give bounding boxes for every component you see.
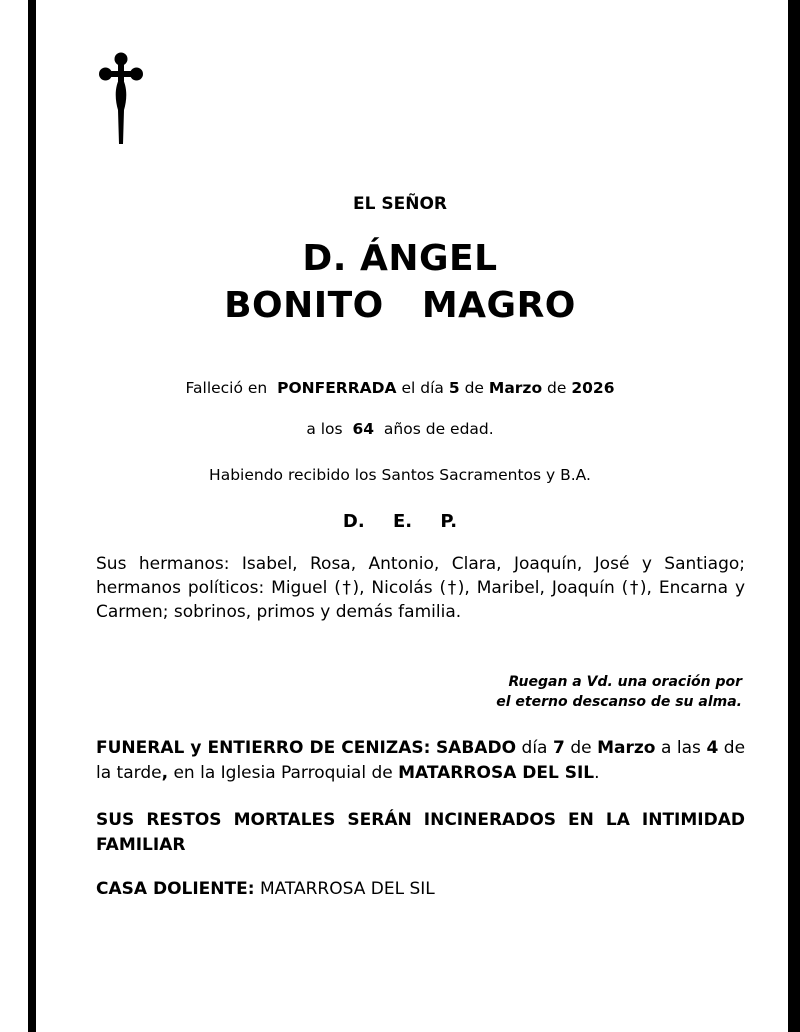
death-of-text: de <box>464 379 484 397</box>
house-label: CASA DOLIENTE: <box>96 879 255 899</box>
death-month: Marzo <box>488 379 543 397</box>
funeral-of-text: de <box>570 738 592 758</box>
death-year: 2026 <box>571 379 615 397</box>
family-text: Sus hermanos: Isabel, Rosa, Antonio, Clara, Joaquín, José y Santiago; hermanos políticos: Miguel (†), Nicolás (†), Maribel, Joaquín (†), Encarna y Carmen; sobrinos, primos y demás familia. <box>96 554 745 622</box>
prayer-line2: el eterno descanso de su alma. <box>496 694 742 710</box>
sacraments-text: Habiendo recibido los Santos Sacramentos y B.A. <box>209 466 591 484</box>
funeral-info <box>96 736 745 786</box>
funeral-church-place: MATARROSA DEL SIL <box>398 763 595 783</box>
age-suffix: años de edad. <box>383 420 494 438</box>
right-border <box>788 0 800 1032</box>
house-info <box>96 877 745 902</box>
prayer-line1: Ruegan a Vd. una oración por <box>508 674 742 690</box>
funeral-label: FUNERAL y ENTIERRO DE CENIZAS: <box>96 738 431 758</box>
dep-text: D. E. P. <box>342 511 458 532</box>
funeral-comma: , <box>161 763 169 783</box>
funeral-weekday: SABADO <box>435 738 517 758</box>
age-years: 64 <box>352 420 375 438</box>
deceased-name-line2: BONITO MAGRO <box>224 285 576 326</box>
funeral-time-text: a las <box>660 738 701 758</box>
funeral-day-text: día <box>521 738 548 758</box>
deceased-name-line1: D. ÁNGEL <box>302 238 498 279</box>
left-border <box>28 0 36 1032</box>
death-day-text: el día <box>401 379 444 397</box>
death-prefix: Falleció en <box>185 379 268 397</box>
house-place: MATARROSA DEL SIL <box>259 879 435 899</box>
funeral-hour: 4 <box>706 738 719 758</box>
funeral-month: Marzo <box>597 738 656 758</box>
funeral-day: 7 <box>552 738 565 758</box>
funeral-rest: de la tarde <box>96 738 746 783</box>
cross-icon <box>98 52 144 144</box>
death-day: 5 <box>448 379 460 397</box>
honorific: EL SEÑOR <box>353 194 447 214</box>
death-info <box>40 379 760 397</box>
funeral-church-text: en la Iglesia Parroquial de <box>173 763 393 783</box>
death-place: PONFERRADA <box>277 379 397 397</box>
funeral-end: . <box>594 763 600 783</box>
remains-text: SUS RESTOS MORTALES SERÁN INCINERADOS EN LA INTIMIDAD FAMILIAR <box>96 810 745 855</box>
age-prefix: a los <box>306 420 343 438</box>
prayer-text <box>400 672 742 712</box>
death-of-text2: de <box>547 379 567 397</box>
age-info <box>40 420 760 438</box>
